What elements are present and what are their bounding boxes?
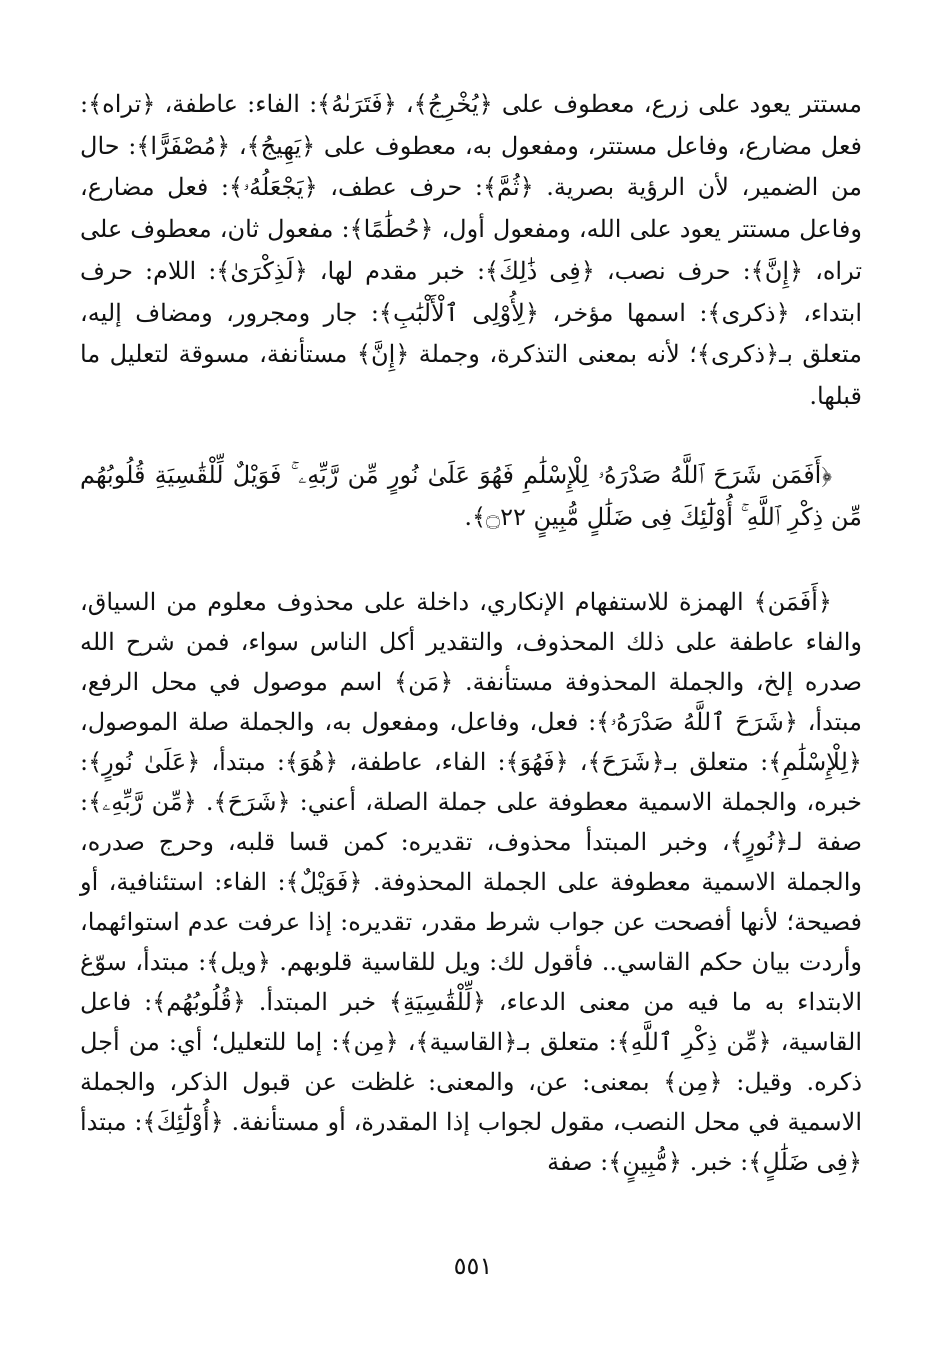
quran-verse: ﴿أَفَمَن شَرَحَ ٱللَّهُ صَدْرَهُۥ لِلْإِسْلَٰمِ فَهُوَ عَلَىٰ نُورٍ مِّن رَّبِّهِۦ ۚ فَوَيْلٌ لِّلْقَٰسِيَةِ قُلُوبُهُم مِّن ذِكْرِ ٱللَّهِ ۚ أُوْلَٰٓئِكَ فِى ضَلَٰلٍ مُّبِينٍ ۝٢٢﴾. bbox=[80, 460, 862, 531]
page-number: ٥٥١ bbox=[453, 1252, 493, 1280]
commentary-paragraph-2: ﴿أَفَمَن﴾ الهمزة للاستفهام الإنكاري، داخلة على محذوف معلوم من السياق، والفاء عاطفة على ذلك المحذوف، والتقدير أكل الناس سواء، فمن شرح الله صدره إلخ، والجملة المحذوفة مستأنفة. ﴿مَن﴾ اسم موصول في محل الرفع، مبتدأ، ﴿شَرَحَ ٱللَّهُ صَدْرَهُۥ﴾: فعل، وفاعل، ومفعول به، والجملة صلة الموصول، ﴿لِلْإِسْلَٰمِ﴾: متعلق بـ﴿شَرَحَ﴾، ﴿فَهُوَ﴾: الفاء، عاطفة، ﴿هُوَ﴾: مبتدأ، ﴿عَلَىٰ نُورٍ﴾: خبره، والجملة الاسمية معطوفة على جملة الصلة، أعني: ﴿شَرَحَ﴾. ﴿مِّن رَّبِّهِۦ﴾: صفة لـ﴿نُورٍ﴾، وخبر المبتدأ محذوف، تقديره: كمن قسا قلبه، وحرج صدره، والجملة الاسمية معطوفة على الجملة المحذوفة. ﴿فَوَيْلٌ﴾: الفاء: استئنافية، أو فصيحة؛ لأنها أفصحت عن جواب شرط مقدر، تقديره: إذا عرفت عدم استوائهما، وأردت بيان حكم القاسي.. فأقول لك: ويل للقاسية قلوبهم. ﴿ويل﴾: مبتدأ، سوّغ الابتداء به ما فيه من معنى الدعاء، ﴿لِّلْقَٰسِيَةِ﴾ خبر المبتدأ. ﴿قُلُوبُهُم﴾: فاعل القاسية، ﴿مِّن ذِكْرِ ٱللَّهِ﴾: متعلق بـ﴿القاسية﴾، ﴿مِن﴾: إما للتعليل؛ أي: من أجل ذكره. وقيل: ﴿مِن﴾ بمعنى: عن، والمعنى: غلظت عن قبول الذكر، والجملة الاسمية في محل النصب، مقول لجواب إذا المقدرة، أو مستأنفة. ﴿أُوْلَٰٓئِكَ﴾: مبتدأ ﴿فِى ضَلَٰلٍ﴾: خبر. ﴿مُّبِينٍ﴾: صفة bbox=[80, 587, 863, 1176]
commentary-paragraph-1: مستتر يعود على زرع، معطوف على ﴿يُخْرِجُ﴾، ﴿فَتَرَىٰهُ﴾: الفاء: عاطفة، ﴿تراه﴾: فعل مضارع، وفاعل مستتر، ومفعول به، معطوف على ﴿يَهِيجُ﴾، ﴿مُصْفَرًّا﴾: حال من الضمير، لأن الرؤية بصرية. ﴿ثُمَّ﴾: حرف عطف، ﴿يَجْعَلُهُۥ﴾: فعل مضارع، وفاعل مستتر يعود على الله، ومفعول أول، ﴿حُطَٰمًا﴾: مفعول ثان، معطوف على تراه، ﴿إِنَّ﴾: حرف نصب، ﴿فِى ذَٰلِكَ﴾: خبر مقدم لها، ﴿لَذِكْرَىٰ﴾: اللام: حرف ابتداء، ﴿ذكرى﴾: اسمها مؤخر، ﴿لِأُوْلِى ٱلْأَلْبَٰبِ﴾: جار ومجرور، ومضاف إليه، متعلق بـ﴿ذكرى﴾؛ لأنه بمعنى التذكرة، وجملة ﴿إِنَّ﴾ مستأنفة، مسوقة لتعليل ما قبلها. bbox=[80, 90, 862, 410]
